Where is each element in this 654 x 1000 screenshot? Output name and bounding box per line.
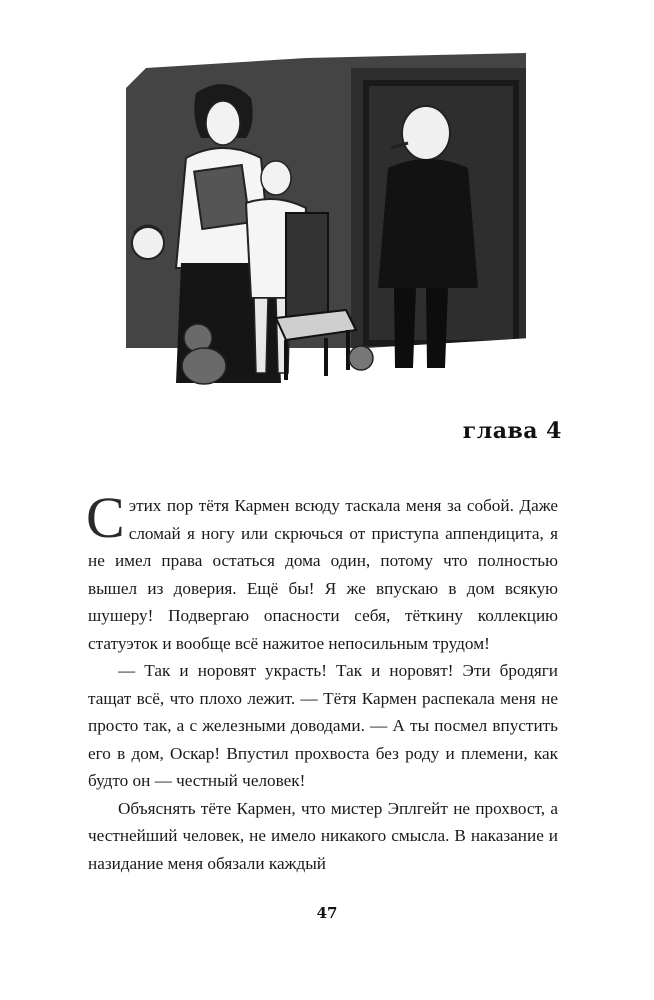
aunt-face	[206, 101, 240, 145]
ball	[349, 346, 373, 370]
man-head	[402, 106, 450, 160]
paragraph-1-text: этих пор тётя Кармен всюду таскала меня за собой. Даже сломай я ногу или скрючься от приступа аппендицита, я не имел права остаться дома один, потому что полностью вышел из доверия. Ещё бы! Я же впускаю в дом всякую шушеру! Подвергаю опасности себя, тёткину коллекцию статуэток и вообще всё нажитое непосильным трудом!	[88, 496, 558, 653]
book-held	[194, 165, 250, 229]
chapter-illustration	[126, 48, 531, 393]
dropcap: С	[86, 485, 125, 550]
chair-back	[286, 213, 328, 318]
paragraph-2: — Так и норовят украсть! Так и норовят! Эти бродяги тащат всё, что плохо лежит. — Тётя Кармен распекала меня не просто так, а с железными доводами. — А ты посмел впустить его в дом, Оскар! Впустил прохвоста без роду и племени, как будто он — честный человек!	[88, 661, 558, 790]
teddy-body	[182, 348, 226, 384]
illustration-drawing	[126, 48, 531, 393]
chapter-title: глава 4	[462, 418, 562, 444]
body-text	[86, 485, 558, 877]
man-vest	[378, 159, 478, 288]
page-number: 47	[316, 904, 338, 922]
boy-head	[261, 161, 291, 195]
paragraph-3: Объяснять тёте Кармен, что мистер Эплгейт не прохвост, а честнейший человек, не имело никакого смысла. В наказание и назидание меня обязали каждый	[88, 798, 558, 873]
paragraph-1	[86, 485, 558, 657]
